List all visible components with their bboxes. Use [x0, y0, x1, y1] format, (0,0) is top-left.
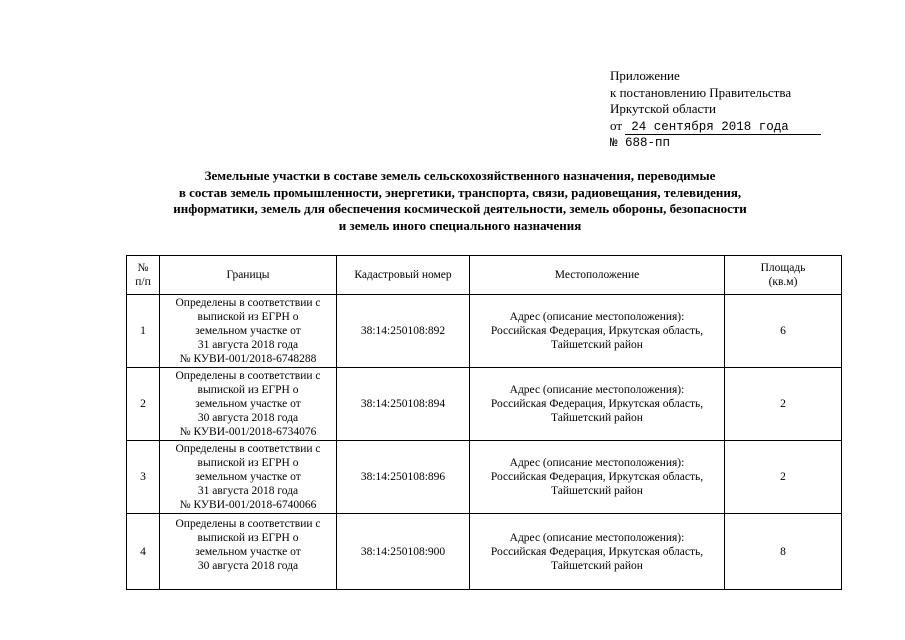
area-value: 8	[780, 545, 786, 558]
table-header-row	[127, 256, 842, 295]
bounds-line: выпиской из ЕГРН о	[197, 311, 299, 323]
row-number-text: 2	[140, 398, 146, 410]
location-line: Тайшетский район	[551, 559, 643, 572]
row-cadastral	[337, 368, 470, 441]
bounds-line: Определены в соответствии с	[175, 518, 321, 530]
row-location	[470, 514, 725, 590]
row-area	[725, 368, 842, 441]
header-area-line-2: (кв.м)	[768, 276, 798, 288]
area-value: 2	[780, 471, 786, 483]
row-cadastral	[337, 295, 470, 368]
bounds-line: № КУВИ-001/2018-6748288	[179, 353, 317, 365]
row-area	[725, 441, 842, 514]
header-number-line-2: п/п	[135, 276, 151, 288]
location-line: Адрес (описание местоположения):	[509, 311, 685, 323]
header-bounds: Границы	[160, 256, 337, 295]
row-location	[470, 368, 725, 441]
table-row	[127, 295, 842, 368]
row-number	[127, 368, 160, 441]
location-line: Адрес (описание местоположения):	[509, 531, 685, 544]
row-number	[127, 295, 160, 368]
location-line: Российская Федерация, Иркутская область,	[490, 545, 704, 558]
bounds-line: Определены в соответствии с	[175, 370, 321, 382]
table-row	[127, 441, 842, 514]
location-line: Российская Федерация, Иркутская область,	[490, 398, 704, 410]
location-line: Тайшетский район	[551, 339, 643, 351]
bounds-line: земельном участке от	[195, 471, 301, 483]
row-number-text: 3	[140, 471, 146, 483]
bounds-line: выпиской из ЕГРН о	[197, 457, 299, 469]
bounds-line: Определены в соответствии с	[175, 297, 321, 309]
bounds-line: Определены в соответствии с	[175, 443, 321, 455]
cadastral-number: 38:14:250108:892	[360, 325, 446, 337]
row-location	[470, 441, 725, 514]
bounds-line: 30 августа 2018 года	[197, 412, 299, 424]
bounds-line: земельном участке от	[195, 398, 301, 410]
title-line-1: Земельные участки в составе земель сельскохозяйственного назначения, переводимые	[204, 168, 716, 183]
table-row	[127, 514, 842, 590]
bounds-line: выпиской из ЕГРН о	[197, 532, 299, 544]
row-number	[127, 514, 160, 590]
location-line: Адрес (описание местоположения):	[509, 384, 685, 396]
header-area	[725, 256, 842, 295]
location-line: Российская Федерация, Иркутская область,	[490, 471, 704, 483]
row-number-text: 4	[140, 545, 146, 558]
row-bounds	[160, 514, 337, 590]
table-body	[127, 295, 842, 590]
row-area	[725, 295, 842, 368]
cadastral-number: 38:14:250108:896	[360, 471, 446, 483]
location-line: Адрес (описание местоположения):	[509, 457, 685, 469]
row-area	[725, 514, 842, 590]
title-line-3: информатики, земель для обеспечения космической деятельности, земель обороны, безопасности	[173, 201, 747, 216]
header-cadastral: Кадастровый номер	[337, 256, 470, 295]
appendix-date-value: 24 сентября 2018 года	[625, 120, 821, 135]
document-title	[120, 168, 800, 234]
cadastral-number: 38:14:250108:894	[360, 398, 446, 410]
appendix-date-line	[610, 118, 821, 135]
appendix-date-prefix: от	[610, 117, 623, 133]
header-area-line-1: Площадь	[760, 262, 806, 274]
bounds-line: земельном участке от	[195, 546, 301, 558]
row-bounds	[160, 368, 337, 441]
row-location	[470, 295, 725, 368]
bounds-line: 31 августа 2018 года	[197, 485, 299, 497]
area-value: 2	[780, 398, 786, 410]
appendix-resolution: к постановлению Правительства	[610, 84, 792, 100]
location-line: Тайшетский район	[551, 485, 643, 497]
appendix-region: Иркутской области	[610, 101, 716, 116]
header-number	[127, 256, 160, 295]
bounds-line: земельном участке от	[195, 325, 301, 337]
row-number-text: 1	[140, 325, 146, 337]
row-number	[127, 441, 160, 514]
cadastral-number: 38:14:250108:900	[360, 545, 446, 558]
row-cadastral	[337, 441, 470, 514]
row-cadastral	[337, 514, 470, 590]
bounds-line: 30 августа 2018 года	[197, 560, 299, 572]
row-bounds	[160, 295, 337, 368]
area-value: 6	[780, 325, 786, 337]
land-plots-table	[126, 255, 842, 590]
title-line-2: в состав земель промышленности, энергетики, транспорта, связи, радиовещания, телевидения,	[178, 184, 742, 200]
table-row	[127, 368, 842, 441]
row-bounds	[160, 441, 337, 514]
bounds-line: выпиской из ЕГРН о	[197, 384, 299, 396]
header-location: Местоположение	[470, 256, 725, 295]
appendix-block	[610, 68, 821, 151]
appendix-number: № 688-пп	[610, 135, 671, 150]
title-line-4: и земель иного специального назначения	[338, 217, 582, 233]
location-line: Российская Федерация, Иркутская область,	[490, 325, 704, 337]
appendix-title: Приложение	[610, 68, 680, 83]
bounds-line: № КУВИ-001/2018-6734076	[179, 426, 317, 438]
location-line: Тайшетский район	[551, 412, 643, 424]
bounds-line: 31 августа 2018 года	[197, 339, 299, 351]
header-number-line-1: №	[137, 262, 149, 274]
bounds-line: № КУВИ-001/2018-6740066	[179, 499, 317, 511]
